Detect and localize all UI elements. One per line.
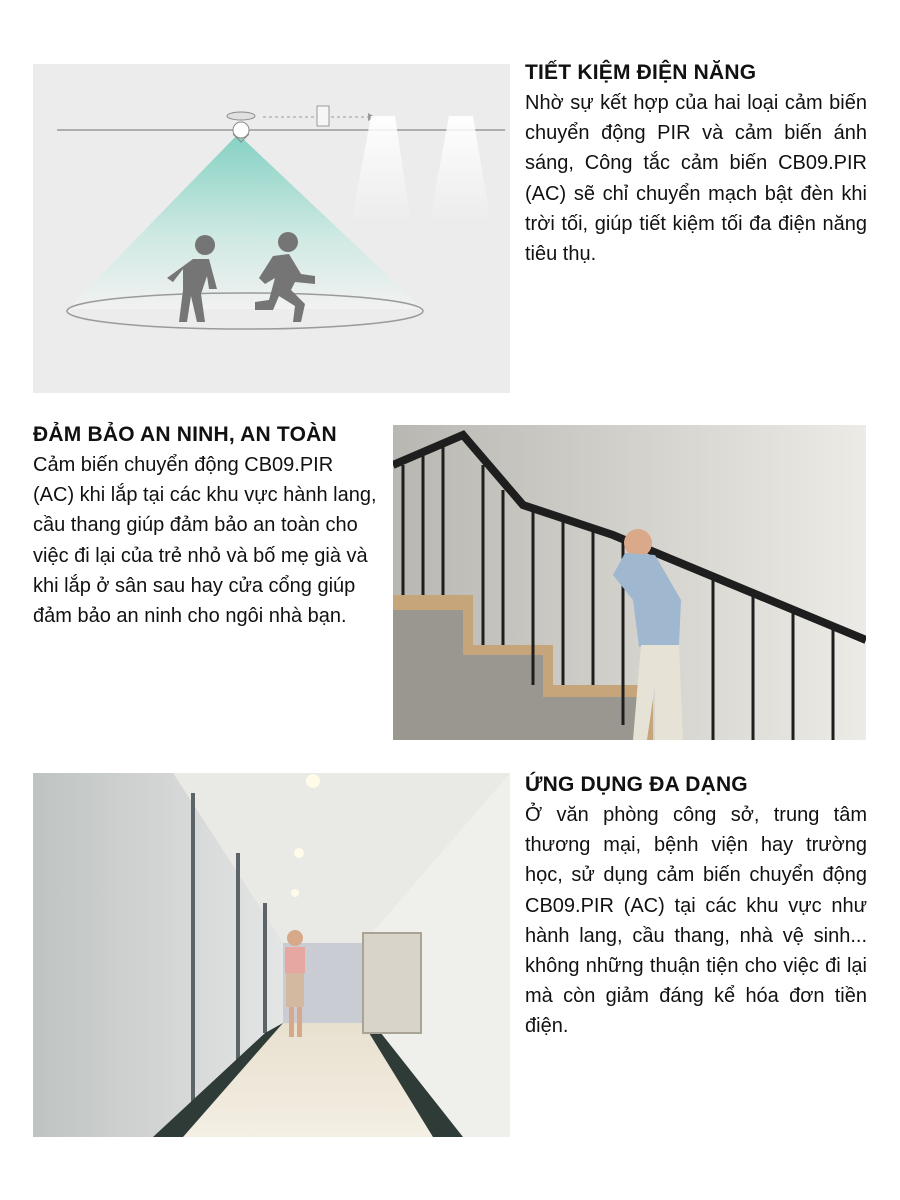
section-body: Cảm biến chuyển động CB09.PIR (AC) khi lắp tại các khu vực hành lang, cầu thang giúp đảm bảo an toàn cho việc đi lại của trẻ nhỏ và bố mẹ già và khi lắp ở sân sau hay cửa cổng giúp đảm bảo an ninh cho ngôi nhà bạn. bbox=[33, 454, 377, 628]
section-heading: TIẾT KIỆM ĐIỆN NĂNG bbox=[525, 61, 757, 84]
sensor-diagram-illustration bbox=[33, 64, 510, 393]
section-energy-saving bbox=[525, 60, 867, 269]
section-body: Ở văn phòng công sở, trung tâm thương mại, bệnh viện hay trường học, sử dụng cảm biến chuyển động CB09.PIR (AC) tại các khu vực như hành lang, cầu thang, nhà vệ sinh... không những thuận tiện cho việc đi lại mà còn giảm đáng kể hóa đơn tiền điện. bbox=[525, 804, 867, 1038]
staircase-photo bbox=[393, 425, 866, 740]
section-body: Nhờ sự kết hợp của hai loại cảm biến chuyển động PIR và cảm biến ánh sáng, Công tắc cảm biến CB09.PIR (AC) sẽ chỉ chuyển mạch bật đèn khi trời tối, giúp tiết kiệm tối đa điện năng tiêu thụ. bbox=[525, 92, 867, 266]
section-security bbox=[33, 422, 378, 631]
section-versatile-applications bbox=[525, 772, 867, 1042]
section-heading: ĐẢM BẢO AN NINH, AN TOÀN bbox=[33, 423, 337, 446]
section-heading: ỨNG DỤNG ĐA DẠNG bbox=[525, 773, 748, 796]
sensor-cone-diagram bbox=[33, 64, 510, 393]
office-corridor-photo bbox=[33, 773, 510, 1137]
